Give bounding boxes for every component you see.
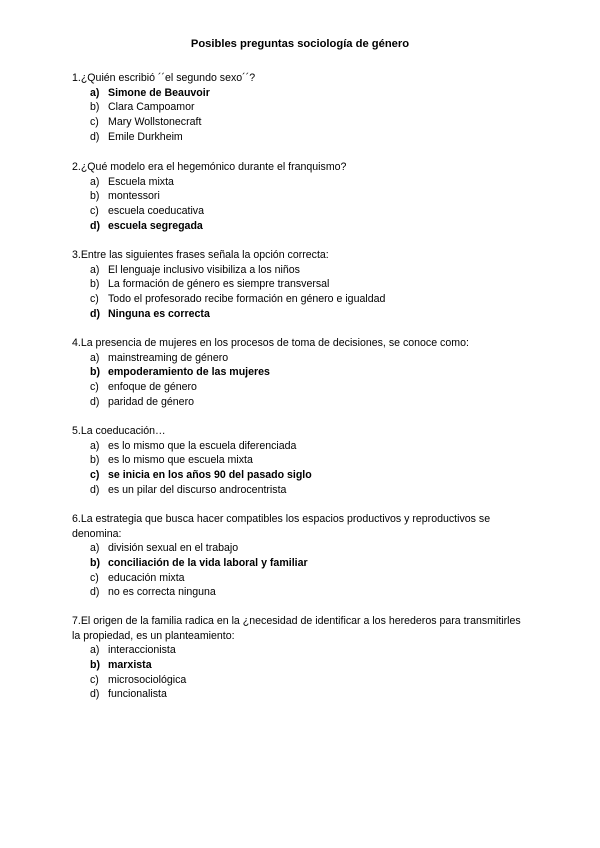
option-b [72, 453, 524, 468]
options-list [72, 351, 524, 410]
option-d [72, 585, 524, 600]
option-c [72, 571, 524, 586]
option-a [72, 175, 524, 190]
option-a [72, 643, 524, 658]
question-text: 4.La presencia de mujeres en los procesos de toma de decisiones, se conoce como: [72, 337, 469, 349]
question-text: 5.La coeducación… [72, 425, 166, 437]
option-text: empoderamiento de las mujeres [108, 366, 270, 379]
option-text: mainstreaming de género [108, 351, 229, 364]
option-b [72, 556, 524, 571]
option-letter: a) [90, 439, 100, 452]
option-letter: c) [90, 205, 99, 218]
option-letter: c) [90, 381, 99, 394]
option-a [72, 351, 524, 366]
option-d [72, 307, 524, 322]
option-letter: b) [90, 556, 100, 569]
option-letter: d) [90, 395, 100, 408]
option-letter: b) [90, 190, 100, 203]
option-b [72, 658, 524, 673]
option-text: es lo mismo que escuela mixta [108, 454, 253, 467]
option-text: funcionalista [108, 688, 167, 701]
question-3 [72, 248, 524, 322]
option-letter: b) [90, 101, 100, 114]
option-text: marxista [108, 658, 152, 671]
option-text: se inicia en los años 90 del pasado siglo [108, 469, 312, 482]
option-a [72, 439, 524, 454]
option-c [72, 380, 524, 395]
options-list [72, 439, 524, 498]
option-letter: b) [90, 366, 100, 379]
option-c [72, 115, 524, 130]
option-letter: d) [90, 483, 100, 496]
question-text: 1.¿Quién escribió ´´el segundo sexo´´? [72, 72, 256, 84]
options-list [72, 263, 524, 322]
option-text: es lo mismo que la escuela diferenciada [108, 439, 297, 452]
document-title: Posibles preguntas sociología de género [190, 38, 410, 50]
option-text: Simone de Beauvoir [108, 86, 210, 99]
option-d [72, 130, 524, 145]
option-d [72, 687, 524, 702]
question-text: 2.¿Qué modelo era el hegemónico durante el franquismo? [72, 161, 347, 173]
option-c [72, 468, 524, 483]
option-letter: b) [90, 454, 100, 467]
option-text: Ninguna es correcta [108, 307, 210, 320]
option-a [72, 263, 524, 278]
option-text: interaccionista [108, 644, 176, 656]
option-c [72, 292, 524, 307]
option-text: Emile Durkheim [108, 130, 183, 143]
option-text: montessori [108, 190, 160, 203]
question-7 [72, 614, 524, 702]
option-text: división sexual en el trabajo [108, 542, 239, 554]
question-text: 6.La estrategia que busca hacer compatibles los espacios productivos y reproductivos se denomina: [72, 513, 491, 540]
option-letter: d) [90, 307, 100, 320]
option-d [72, 483, 524, 498]
option-letter: a) [90, 175, 100, 188]
question-text: 7.El origen de la familia radica en la ¿necesidad de identificar a los herederos para transmitirles la propiedad, es un planteamiento: [72, 615, 521, 642]
option-letter: a) [90, 542, 100, 554]
option-text: Mary Wollstonecraft [108, 116, 202, 129]
option-b [72, 365, 524, 380]
options-list [72, 541, 524, 600]
option-letter: c) [90, 293, 99, 306]
option-text: educación mixta [108, 571, 185, 584]
option-b [72, 277, 524, 292]
option-a [72, 86, 524, 101]
option-letter: d) [90, 586, 100, 599]
option-letter: d) [90, 688, 100, 701]
option-letter: a) [90, 351, 100, 364]
option-letter: c) [90, 469, 100, 482]
option-a [72, 541, 524, 556]
option-d [72, 219, 524, 234]
option-letter: d) [90, 130, 100, 143]
option-c [72, 204, 524, 219]
option-letter: d) [90, 219, 100, 232]
options-list [72, 175, 524, 234]
option-letter: a) [90, 86, 100, 99]
question-4 [72, 336, 524, 410]
option-text: no es correcta ninguna [108, 586, 216, 599]
option-text: es un pilar del discurso androcentrista [108, 483, 287, 496]
options-list [72, 86, 524, 145]
option-text: Escuela mixta [108, 175, 174, 188]
option-text: paridad de género [108, 395, 194, 408]
option-letter: c) [90, 673, 99, 686]
option-text: conciliación de la vida laboral y familiar [108, 556, 308, 569]
option-text: Todo el profesorado recibe formación en género e igualdad [108, 293, 386, 306]
option-letter: a) [90, 263, 100, 276]
option-text: El lenguaje inclusivo visibiliza a los niños [108, 263, 300, 276]
option-text: La formación de género es siempre transversal [108, 278, 330, 291]
question-2 [72, 160, 524, 234]
question-5 [72, 424, 524, 498]
question-1 [72, 71, 524, 145]
option-letter: a) [90, 644, 100, 656]
option-letter: c) [90, 116, 99, 129]
option-letter: b) [90, 278, 100, 291]
option-b [72, 100, 524, 115]
option-text: Clara Campoamor [108, 101, 195, 114]
option-text: escuela coeducativa [108, 205, 204, 218]
option-letter: b) [90, 658, 100, 671]
option-text: enfoque de género [108, 381, 197, 394]
options-list [72, 643, 524, 702]
option-d [72, 395, 524, 410]
question-text: 3.Entre las siguientes frases señala la opción correcta: [72, 249, 329, 261]
option-c [72, 673, 524, 688]
option-text: escuela segregada [108, 219, 203, 232]
option-text: microsociológica [108, 673, 187, 686]
question-6 [72, 512, 524, 600]
option-b [72, 189, 524, 204]
option-letter: c) [90, 571, 99, 584]
